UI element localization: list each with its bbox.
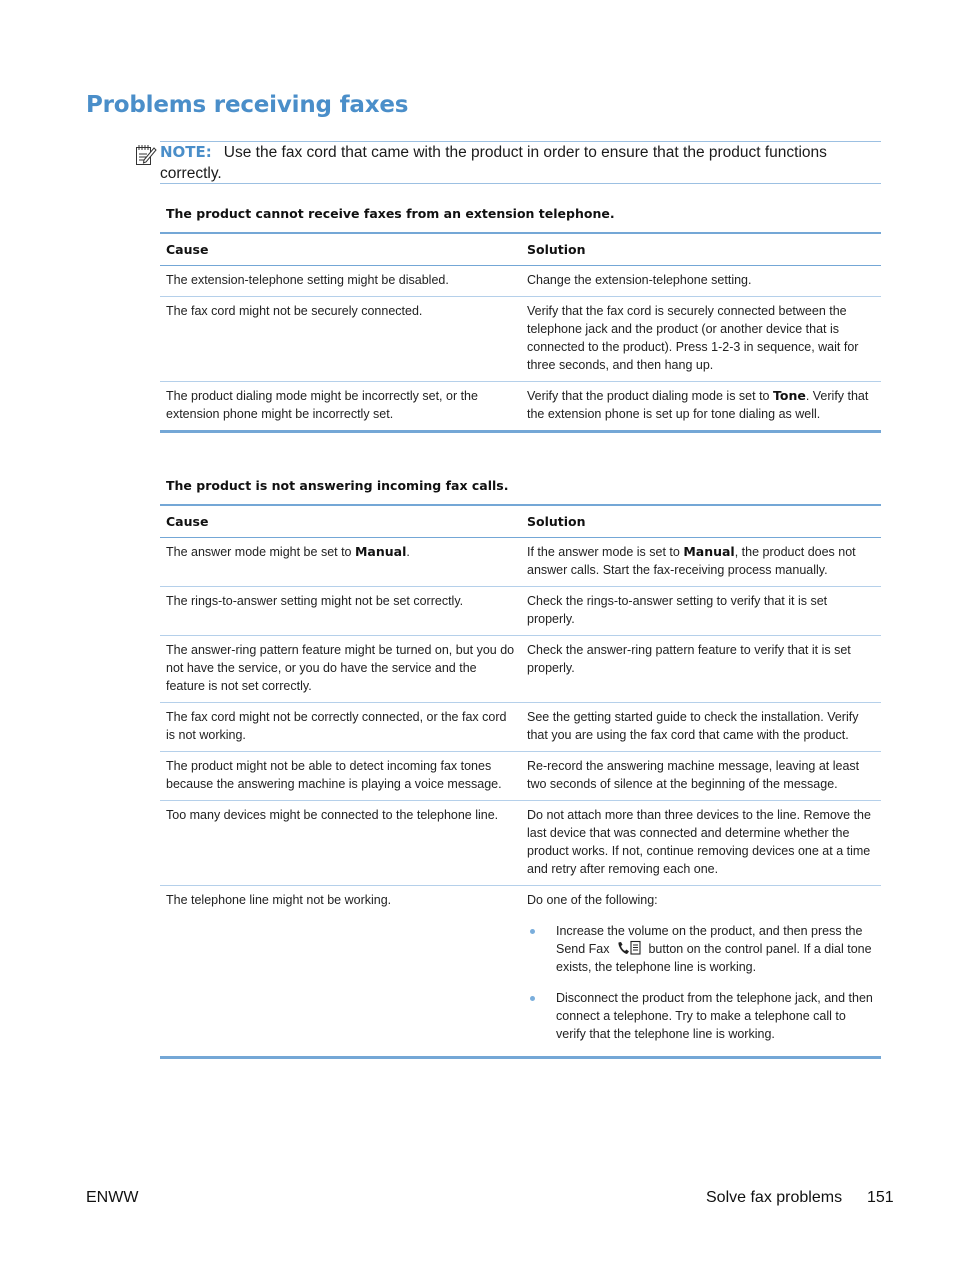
page-number: 151 (867, 1189, 894, 1206)
cause-cell: The extension-telephone setting might be disabled. (160, 265, 521, 296)
table-header-row (160, 233, 881, 265)
bullet-text: Disconnect the product from the telephone jack, and then connect a telephone. Try to make a telephone call to verify that the telephone line is working. (556, 990, 873, 1041)
solution-cell: See the getting started guide to check the installation. Verify that you are using the fax cord that came with the product. (521, 702, 881, 751)
table-row (160, 800, 881, 885)
solution-cell (521, 381, 881, 431)
solution-cell: Change the extension-telephone setting. (521, 265, 881, 296)
table-row (160, 751, 881, 800)
table-row (160, 265, 881, 296)
note-body: Use the fax cord that came with the product in order to ensure that the product functions correctly. (160, 144, 827, 182)
column-header-solution: Solution (521, 233, 881, 265)
cause-cell: The product dialing mode might be incorrectly set, or the extension phone might be incorrectly set. (166, 388, 478, 421)
table1 (160, 232, 881, 433)
cause-text: The answer mode might be set to (166, 544, 355, 559)
cause-cell: The fax cord might not be correctly connected, or the fax cord is not working. (160, 702, 521, 751)
cause-cell: The fax cord might not be securely connected. (160, 296, 521, 381)
table-row (160, 586, 881, 635)
cause-cell: The rings-to-answer setting might not be set correctly. (160, 586, 521, 635)
column-header-cause: Cause (160, 505, 521, 537)
solution-cell (521, 537, 881, 586)
solution-cell: Re-record the answering machine message, leaving at least two seconds of silence at the beginning of the message. (521, 751, 881, 800)
table1-caption: The product cannot receive faxes from an extension telephone. (166, 206, 615, 221)
solution-intro: Do one of the following: (527, 892, 658, 907)
table-row (160, 635, 881, 702)
solution-text: If the answer mode is set to (527, 544, 684, 559)
list-item (527, 989, 875, 1043)
cause-bold-term: Manual (354, 543, 407, 559)
bullet-dot-icon (530, 996, 535, 1001)
footer-section-title: Solve fax problems (706, 1189, 843, 1206)
bullet-text: Increase the volume on the product, and then press the Send Fax (556, 923, 863, 956)
solution-cell: Do not attach more than three devices to the line. Remove the last device that was connected and determine whether the product works. If not, continue removing devices one at a time and retry after removing each one. (521, 800, 881, 885)
cause-cell: The telephone line might not be working. (166, 892, 392, 907)
column-header-cause: Cause (160, 233, 521, 265)
cause-text: . (406, 544, 410, 559)
note-label: NOTE: (160, 143, 212, 161)
table2-caption: The product is not answering incoming fax calls. (166, 478, 509, 493)
solution-bullet-list (527, 922, 875, 1043)
solution-bold-term: Manual (683, 543, 735, 559)
cause-cell: The product might not be able to detect incoming fax tones because the answering machine is playing a voice message. (160, 751, 521, 800)
list-item (527, 922, 875, 976)
send-fax-icon (616, 940, 642, 956)
table-row (160, 381, 881, 431)
table2 (160, 504, 881, 1059)
note-icon (135, 143, 157, 167)
solution-cell (521, 885, 881, 1057)
table-row (160, 885, 881, 1057)
solution-text: , the product does not answer calls. Start the fax-receiving process manually. (527, 544, 856, 577)
solution-text: Verify that the product dialing mode is set to (527, 388, 773, 403)
column-header-solution: Solution (521, 505, 881, 537)
note-box (160, 141, 881, 184)
page-title: Problems receiving faxes (86, 92, 409, 118)
table-header-row (160, 505, 881, 537)
bullet-dot-icon (530, 929, 535, 934)
footer-doc-code: ENWW (86, 1189, 139, 1206)
solution-cell: Verify that the fax cord is securely connected between the telephone jack and the product (or another device that is connected to the product). Press 1-2-3 in sequence, wait for three seconds, and then hang up. (521, 296, 881, 381)
table-row (160, 702, 881, 751)
cause-cell: Too many devices might be connected to the telephone line. (160, 800, 521, 885)
bullet-text: button on the control panel. If a dial tone exists, the telephone line is working. (556, 941, 872, 974)
note-text-line (160, 142, 881, 184)
solution-cell: Check the rings-to-answer setting to verify that it is set properly. (521, 586, 881, 635)
table-row (160, 296, 881, 381)
cause-cell: The answer-ring pattern feature might be turned on, but you do not have the service, or you do have the service and the feature is not set correctly. (160, 635, 521, 702)
table-row (160, 537, 881, 586)
solution-text: . Verify that the extension phone is set up for tone dialing as well. (527, 388, 869, 421)
solution-cell: Check the answer-ring pattern feature to verify that it is set properly. (521, 635, 881, 702)
cause-cell (160, 537, 521, 586)
solution-bold-term: Tone (772, 387, 806, 403)
